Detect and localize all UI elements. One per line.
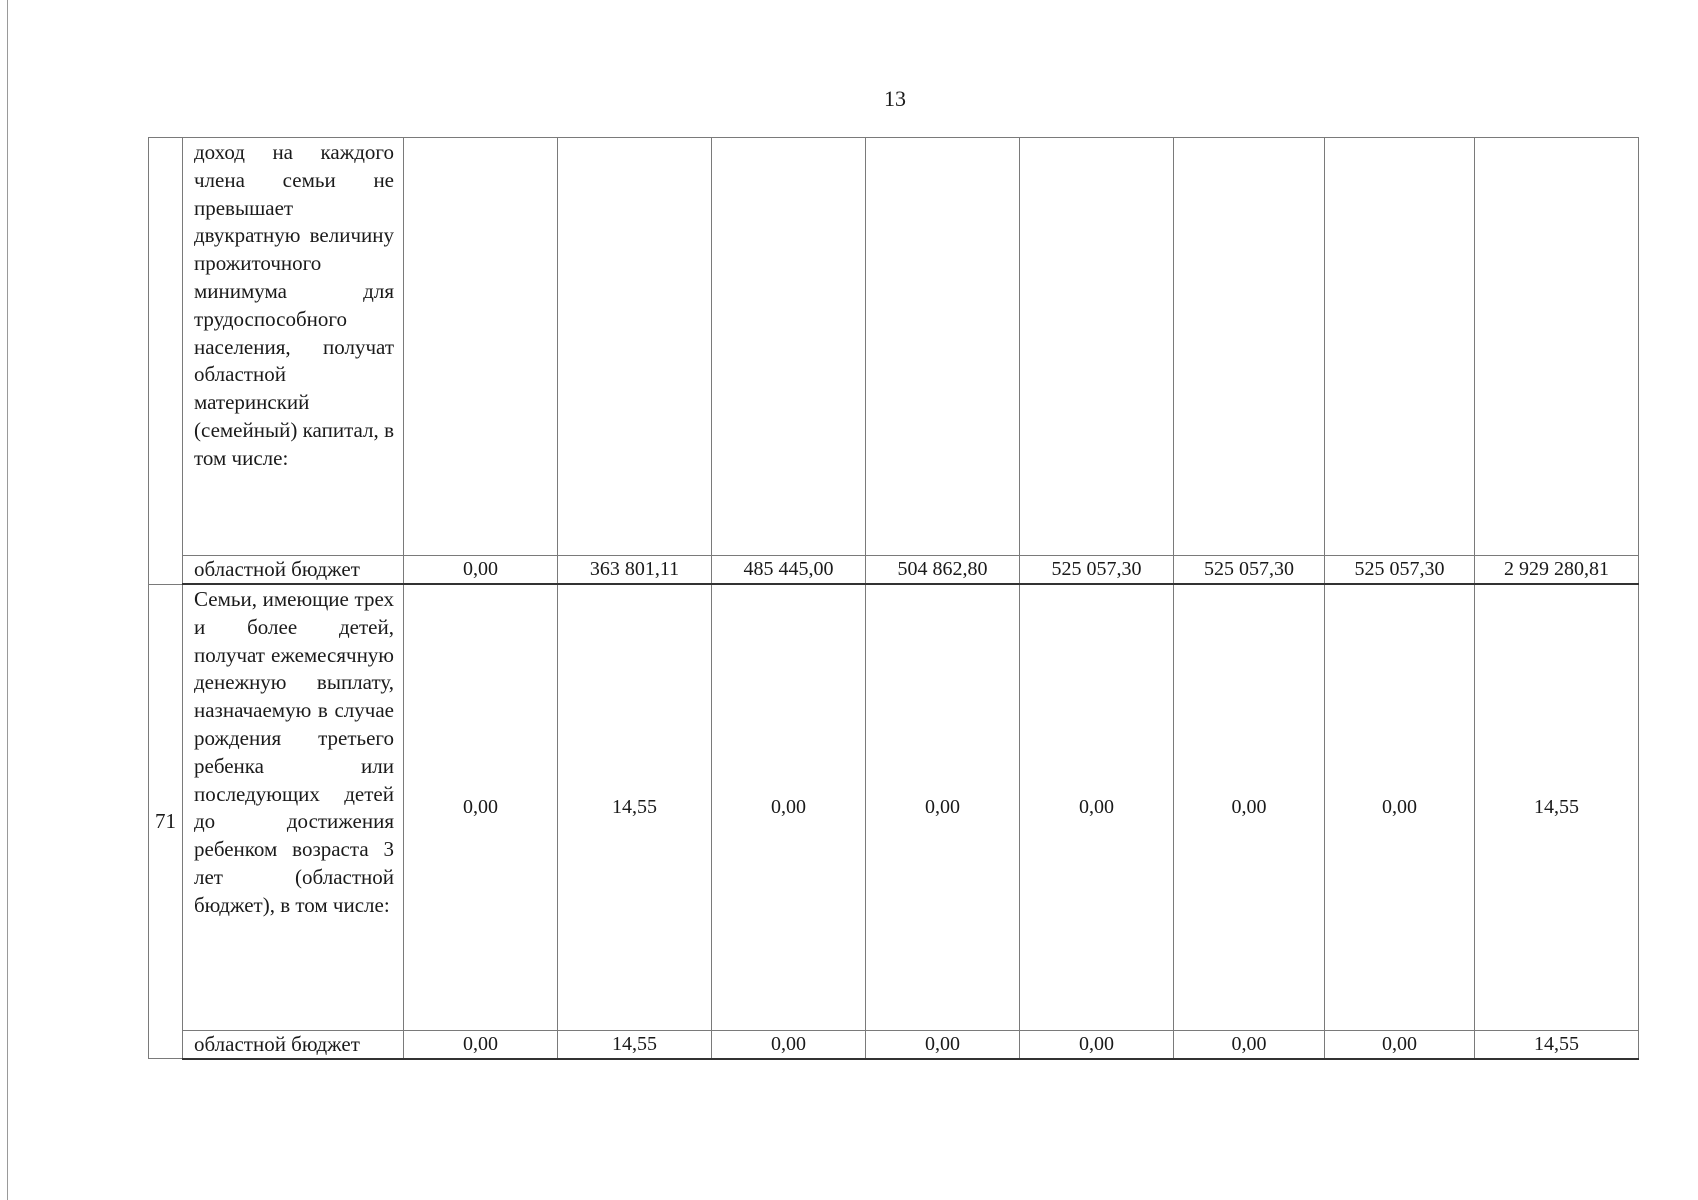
value-cell: 525 057,30 [1325, 556, 1475, 585]
value-cell: 525 057,30 [1020, 556, 1174, 585]
value-cell [1174, 138, 1325, 556]
value-cell: 2 929 280,81 [1475, 556, 1639, 585]
value-cell: 14,55 [558, 584, 712, 1030]
value-cell: 0,00 [404, 584, 558, 1030]
value-cell: 485 445,00 [712, 556, 866, 585]
value-cell: 0,00 [1174, 1030, 1325, 1059]
value-cell: 0,00 [1325, 1030, 1475, 1059]
value-cell: 0,00 [1020, 1030, 1174, 1059]
table-subrow [149, 556, 1639, 585]
row-number-cell: 71 [149, 584, 183, 1059]
value-cell: 525 057,30 [1174, 556, 1325, 585]
subrow-label: областной бюджет [183, 1030, 404, 1059]
row-description: доход на каждого члена семьи не превышает двукратную величину прожиточного минимума для трудоспособного населения, получат областной материнский (семейный) капитал, в том числе: [183, 138, 404, 556]
value-cell: 0,00 [1020, 584, 1174, 1030]
value-cell: 0,00 [404, 1030, 558, 1059]
table-row [149, 584, 1639, 1030]
value-cell [712, 138, 866, 556]
value-cell: 14,55 [1475, 1030, 1639, 1059]
value-cell: 0,00 [404, 556, 558, 585]
table-row [149, 138, 1639, 556]
value-cell: 0,00 [712, 1030, 866, 1059]
value-cell: 0,00 [1174, 584, 1325, 1030]
page-number: 13 [884, 86, 906, 111]
value-cell: 0,00 [866, 584, 1020, 1030]
value-cell: 363 801,11 [558, 556, 712, 585]
value-cell [1475, 138, 1639, 556]
table-subrow [149, 1030, 1639, 1059]
value-cell: 504 862,80 [866, 556, 1020, 585]
value-cell [1020, 138, 1174, 556]
value-cell: 14,55 [1475, 584, 1639, 1030]
subrow-label: областной бюджет [183, 556, 404, 585]
row-description: Семьи, имеющие трех и более детей, получат ежемесячную денежную выплату, назначаемую в случае рождения третьего ребенка или последующих детей до достижения ребенком возраста 3 лет (областной бюджет), в том числе: [183, 584, 404, 1030]
value-cell [558, 138, 712, 556]
value-cell [866, 138, 1020, 556]
value-cell: 14,55 [558, 1030, 712, 1059]
row-number-cell [149, 138, 183, 585]
budget-table [148, 137, 1639, 1060]
value-cell [404, 138, 558, 556]
value-cell: 0,00 [1325, 584, 1475, 1030]
value-cell: 0,00 [712, 584, 866, 1030]
value-cell: 0,00 [866, 1030, 1020, 1059]
page-margin-line [7, 0, 8, 1200]
value-cell [1325, 138, 1475, 556]
